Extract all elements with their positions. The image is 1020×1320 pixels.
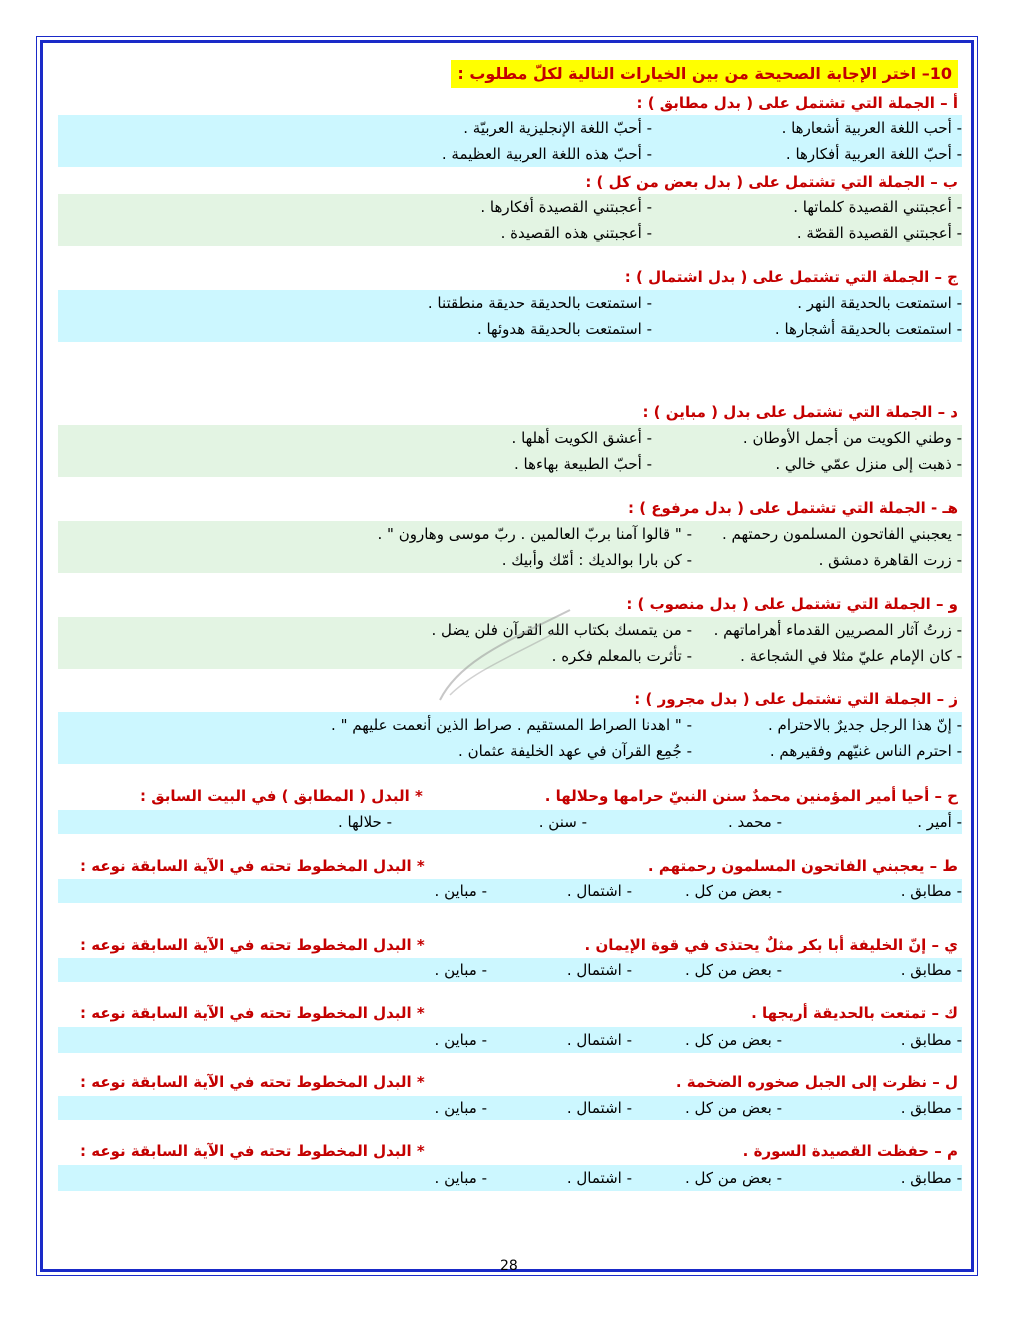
- question-t-options: [58, 879, 962, 903]
- question-h-options: [58, 810, 962, 834]
- option[interactable]: - تأثرت بالمعلم فكره .: [551, 647, 692, 665]
- option[interactable]: - أحبّ اللغة العربية أفكارها .: [785, 145, 962, 163]
- section-d-options: [58, 425, 962, 477]
- question-prompt: * البدل المخطوط تحته في الآية السابقة نوعه :: [80, 1142, 425, 1160]
- question-m-options: [58, 1165, 962, 1191]
- option[interactable]: - اشتمال .: [566, 961, 632, 979]
- option[interactable]: - اشتمال .: [566, 1031, 632, 1049]
- question-text: ك – تمتعت بالحديقة أريجها .: [751, 1004, 958, 1022]
- option[interactable]: - استمتعت بالحديقة النهر .: [797, 294, 962, 312]
- option[interactable]: - مطابق .: [900, 882, 962, 900]
- option[interactable]: - أحبّ هذه اللغة العربية العظيمة .: [441, 145, 652, 163]
- option[interactable]: - كن بارا بوالديك : أمّك وأبيك .: [501, 551, 692, 569]
- question-text: ط – يعجبني الفاتحون المسلمون رحمتهم .: [647, 857, 958, 875]
- section-c-heading: ج – الجملة التي تشتمل على ( بدل اشتمال ) :: [624, 268, 958, 286]
- option[interactable]: - بعض من كل .: [685, 1031, 782, 1049]
- option[interactable]: - بعض من كل .: [685, 1099, 782, 1117]
- section-b-heading: ب – الجملة التي تشتمل على ( بدل بعض من كل ) :: [585, 173, 958, 191]
- option[interactable]: - مطابق .: [900, 961, 962, 979]
- question-prompt: * البدل المخطوط تحته في الآية السابقة نوعه :: [80, 1004, 425, 1022]
- option[interactable]: - زرت القاهرة دمشق .: [818, 551, 962, 569]
- option[interactable]: - اشتمال .: [566, 882, 632, 900]
- question-prompt: * البدل المخطوط تحته في الآية السابقة نوعه :: [80, 1073, 425, 1091]
- option[interactable]: - بعض من كل .: [685, 882, 782, 900]
- question-prompt: * البدل المخطوط تحته في الآية السابقة نوعه :: [80, 857, 425, 875]
- question-text: ل – نظرت إلى الجبل صخوره الضخمة .: [675, 1073, 958, 1091]
- option[interactable]: - أعجبتني هذه القصيدة .: [500, 224, 652, 242]
- question-h: [80, 784, 958, 808]
- option[interactable]: - مباين .: [434, 961, 487, 979]
- option[interactable]: - ذهبت إلى منزل عمّي خالي .: [775, 455, 962, 473]
- question-t: [80, 854, 958, 878]
- question-text: ح – أحيا أمير المؤمنين محمدٌ سنن النبيّ حرامها وحلالها .: [544, 787, 958, 805]
- option[interactable]: - أحبّ اللغة الإنجليزية العربيّة .: [463, 119, 652, 137]
- option[interactable]: - أحب اللغة العربية أشعارها .: [781, 119, 962, 137]
- page-number: 28: [500, 1258, 518, 1274]
- question-k-options: [58, 1027, 962, 1053]
- option[interactable]: - محمد .: [728, 813, 782, 831]
- option[interactable]: - مباين .: [434, 1169, 487, 1187]
- question-l: [80, 1070, 958, 1094]
- option[interactable]: - " قالوا آمنا بربّ العالمين . ربّ موسى وهارون " .: [377, 525, 692, 543]
- option[interactable]: - جُمِع القرآن في عهد الخليفة عثمان .: [458, 742, 692, 760]
- section-e-heading: هـ - الجملة التي تشتمل على ( بدل مرفوع ) :: [627, 499, 958, 517]
- section-e-options: [58, 521, 962, 573]
- option[interactable]: - مطابق .: [900, 1099, 962, 1117]
- section-a-heading: أ – الجملة التي تشتمل على ( بدل مطابق ) :: [636, 94, 958, 112]
- question-text: ي – إنّ الخليفة أبا بكر مثلٌ يحتذى في قوة الإيمان .: [584, 936, 958, 954]
- option[interactable]: - " اهدنا الصراط المستقيم . صراط الذين أنعمت عليهم " .: [331, 716, 692, 734]
- option[interactable]: - حلالها .: [338, 813, 392, 831]
- option[interactable]: - يعجبني الفاتحون المسلمون رحمتهم .: [722, 525, 962, 543]
- option[interactable]: - استمتعت بالحديقة حديقة منطقتنا .: [427, 294, 652, 312]
- option[interactable]: - زرتُ آثار المصريين القدماء أهراماتهم .: [713, 621, 962, 639]
- watermark-logo: [420, 600, 580, 710]
- option[interactable]: - أحبّ الطبيعة بهاءها .: [514, 455, 652, 473]
- section-b-options: [58, 194, 962, 246]
- option[interactable]: - إنّ هذا الرجل جديرٌ بالاحترام .: [768, 716, 962, 734]
- section-c-options: [58, 290, 962, 342]
- option[interactable]: - اشتمال .: [566, 1099, 632, 1117]
- option[interactable]: - وطني الكويت من أجمل الأوطان .: [742, 429, 962, 447]
- option[interactable]: - مطابق .: [900, 1169, 962, 1187]
- question-prompt: * البدل ( المطابق ) في البيت السابق :: [140, 787, 423, 805]
- section-a-options: [58, 115, 962, 167]
- option[interactable]: - من يتمسك بكتاب الله القرآن فلن يضل .: [431, 621, 692, 639]
- option[interactable]: - استمتعت بالحديقة هدوئها .: [476, 320, 652, 338]
- question-k: [80, 1001, 958, 1025]
- option[interactable]: - احترم الناس غنيّهم وفقيرهم .: [769, 742, 962, 760]
- exercise-title: 10– اختر الإجابة الصحيحة من بين الخيارات التالية لكلّ مطلوب :: [451, 60, 958, 88]
- question-prompt: * البدل المخطوط تحته في الآية السابقة نوعه :: [80, 936, 425, 954]
- option[interactable]: - كان الإمام عليّ مثلا في الشجاعة .: [740, 647, 962, 665]
- section-f-heading: و – الجملة التي تشتمل على ( بدل منصوب ) :: [626, 595, 958, 613]
- option[interactable]: - أمير .: [917, 813, 962, 831]
- option[interactable]: - مباين .: [434, 1099, 487, 1117]
- section-g-options: [58, 712, 962, 764]
- question-text: م – حفظت القصيدة السورة .: [742, 1142, 958, 1160]
- option[interactable]: - استمتعت بالحديقة أشجارها .: [774, 320, 962, 338]
- option[interactable]: - أعشق الكويت أهلها .: [511, 429, 652, 447]
- question-m: [80, 1139, 958, 1163]
- question-y: [80, 933, 958, 957]
- option[interactable]: - أعجبتني القصيدة القصّة .: [796, 224, 962, 242]
- question-y-options: [58, 958, 962, 982]
- option[interactable]: - بعض من كل .: [685, 1169, 782, 1187]
- option[interactable]: - سنن .: [538, 813, 587, 831]
- option[interactable]: - بعض من كل .: [685, 961, 782, 979]
- option[interactable]: - مطابق .: [900, 1031, 962, 1049]
- option[interactable]: - أعجبتني القصيدة أفكارها .: [480, 198, 652, 216]
- question-l-options: [58, 1096, 962, 1120]
- option[interactable]: - مباين .: [434, 882, 487, 900]
- option[interactable]: - أعجبتني القصيدة كلماتها .: [793, 198, 962, 216]
- option[interactable]: - اشتمال .: [566, 1169, 632, 1187]
- section-g-heading: ز – الجملة التي تشتمل على ( بدل مجرور ) :: [634, 690, 958, 708]
- option[interactable]: - مباين .: [434, 1031, 487, 1049]
- section-d-heading: د – الجملة التي تشتمل على بدل ( مباين ) :: [642, 403, 958, 421]
